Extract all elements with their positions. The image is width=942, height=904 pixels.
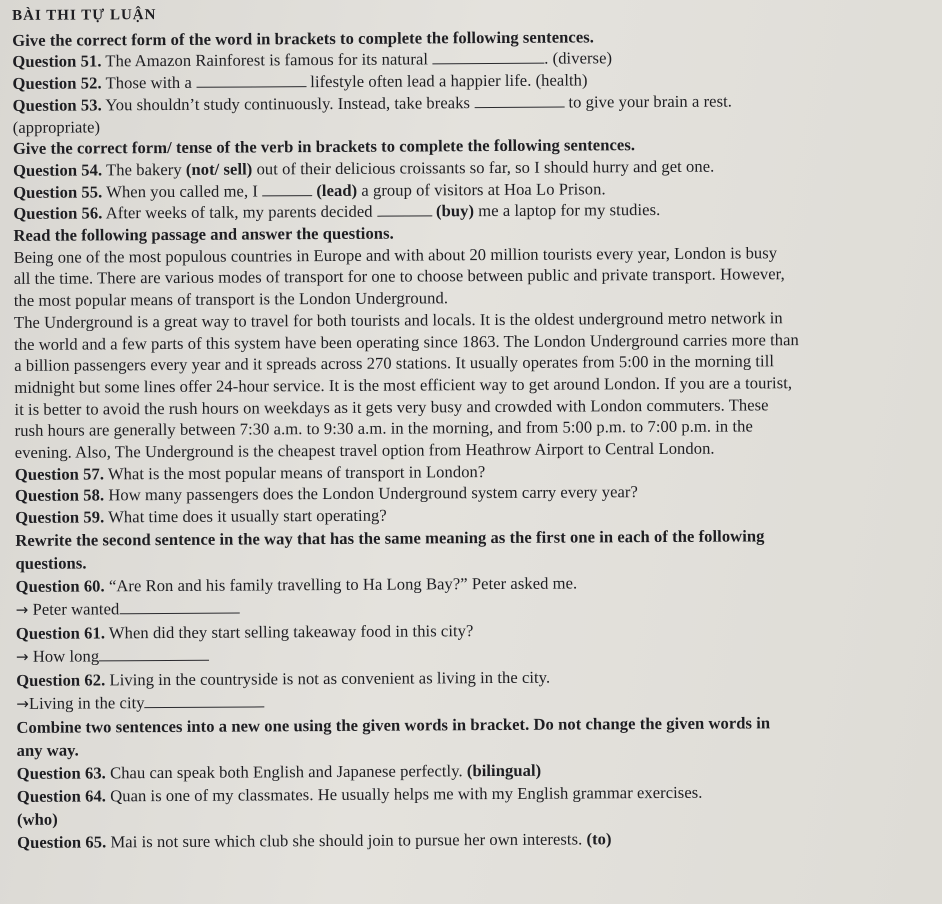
question-text: Chau can speak both English and Japanese perfectly. bbox=[105, 761, 467, 783]
passage-line: it is better to avoid the rush hours on weekdays as it gets very busy and crowded with London commuters. These bbox=[14, 394, 769, 419]
question-label: Question 61. bbox=[15, 623, 106, 643]
part5-instruction-cont: any way. bbox=[16, 740, 79, 760]
question-label: Question 55. bbox=[13, 182, 103, 202]
passage-line: The Underground is a great way to travel for both tourists and locals. It is the oldest underground metro network in bbox=[13, 308, 783, 332]
part5-instruction: Combine two sentences into a new one using the given words in bracket. Do not change the given words in bbox=[16, 713, 771, 737]
question-text: lifestyle often lead a happier life. (health) bbox=[305, 70, 588, 92]
question-label: Question 53. bbox=[12, 95, 102, 115]
passage-line: evening. Also, The Underground is the cheapest travel option from Heathrow Airport to Central London. bbox=[14, 438, 715, 462]
question-text: You shouldn’t study continuously. Instead, take breaks bbox=[101, 92, 475, 115]
question-text: Quan is one of my classmates. He usually helps me with my English grammar exercises. bbox=[105, 782, 703, 806]
part4-instruction-cont: questions. bbox=[15, 553, 87, 573]
part2-instruction: Give the correct form/ tense of the verb in brackets to complete the following sentences. bbox=[12, 135, 636, 159]
arrow-right-icon: → bbox=[15, 600, 29, 619]
question-label: Question 64. bbox=[16, 786, 107, 806]
answer-blank[interactable] bbox=[262, 181, 312, 196]
rewrite-prompt: Peter wanted bbox=[28, 599, 120, 619]
answer-blank[interactable] bbox=[99, 646, 209, 662]
part4-instruction: Rewrite the second sentence in the way that has the same meaning as the first one in each of the following bbox=[15, 526, 765, 550]
question-text: After weeks of talk, my parents decided bbox=[102, 202, 377, 223]
question-label: Question 54. bbox=[12, 160, 103, 180]
question-label: Question 58. bbox=[14, 485, 105, 506]
answer-blank[interactable] bbox=[196, 72, 306, 88]
question-label: Question 51. bbox=[12, 51, 102, 72]
question-text: When did they start selling takeaway food in this city? bbox=[104, 620, 474, 643]
question-text: Those with a bbox=[101, 72, 197, 93]
question-text: a group of visitors at Hoa Lo Prison. bbox=[357, 178, 606, 200]
question-label: Question 63. bbox=[16, 763, 106, 783]
passage-line: rush hours are generally between 7:30 a.m. to 9:30 a.m. in the morning, and from 5:00 p.m. to 7:00 p.m. in the bbox=[14, 416, 753, 441]
question-65 bbox=[17, 825, 933, 854]
question-53-hint: (appropriate) bbox=[12, 116, 101, 137]
answer-blank[interactable] bbox=[119, 598, 239, 614]
verb-hint: (buy) bbox=[435, 201, 475, 221]
question-text: “Are Ron and his family travelling to Ha Long Bay?” Peter asked me. bbox=[104, 573, 578, 596]
question-text: out of their delicious croissants so far, so I should hurry and get one. bbox=[252, 156, 715, 179]
question-label: Question 65. bbox=[17, 832, 107, 852]
part1-instruction: Give the correct form of the word in brackets to complete the following sentences. bbox=[12, 27, 594, 50]
answer-blank[interactable] bbox=[145, 692, 265, 708]
passage-line: midnight but some lines offer 24-hour service. It is the most efficient way to get around London. If you are a tourist, bbox=[14, 373, 793, 397]
question-text: When you called me, I bbox=[102, 181, 263, 202]
question-text: How many passengers does the London Underground system carry every year? bbox=[104, 482, 638, 505]
passage-line: all the time. There are various modes of transport for one to choose between public and private transport. However, bbox=[13, 264, 785, 289]
question-text: What is the most popular means of transport in London? bbox=[103, 461, 486, 484]
passage-line: the world and a few parts of this system have been operating since 1863. The London Underground carries more than bbox=[14, 329, 799, 354]
question-label: Question 57. bbox=[14, 464, 105, 484]
arrow-right-icon: → bbox=[15, 647, 29, 666]
answer-blank[interactable] bbox=[474, 92, 564, 108]
question-label: Question 60. bbox=[15, 576, 105, 596]
given-word: (to) bbox=[586, 829, 612, 849]
question-text: The Amazon Rainforest is famous for its natural bbox=[101, 49, 433, 71]
question-label: Question 62. bbox=[16, 670, 106, 690]
given-word: (who) bbox=[16, 809, 58, 829]
rewrite-prompt: How long bbox=[28, 646, 100, 666]
question-text: What time does it usually start operating? bbox=[104, 505, 387, 527]
question-label: Question 56. bbox=[13, 203, 103, 224]
verb-hint: (lead) bbox=[316, 180, 358, 200]
question-text: . (diverse) bbox=[544, 48, 613, 69]
question-label: Question 59. bbox=[15, 507, 105, 528]
question-text: me a laptop for my studies. bbox=[474, 200, 661, 221]
question-label: Question 52. bbox=[12, 73, 102, 94]
question-text: Mai is not sure which club she should join to pursue her own interests. bbox=[106, 829, 587, 852]
given-word: (bilingual) bbox=[466, 760, 542, 781]
verb-hint: (not/ sell) bbox=[185, 159, 253, 179]
question-text: The bakery bbox=[102, 159, 186, 180]
answer-blank[interactable] bbox=[432, 49, 544, 65]
passage-line: the most popular means of transport is the London Underground. bbox=[13, 288, 449, 311]
question-text: to give your brain a rest. bbox=[564, 91, 732, 112]
answer-blank[interactable] bbox=[377, 202, 432, 217]
part3-instruction: Read the following passage and answer the questions. bbox=[13, 223, 394, 245]
rewrite-prompt: Living in the city bbox=[28, 693, 145, 713]
passage-line: a billion passengers every year and it spreads across 270 stations. It usually operates from 5:00 in the morning till bbox=[14, 351, 775, 376]
question-text: Living in the countryside is not as convenient as living in the city. bbox=[105, 667, 551, 690]
arrow-right-icon: → bbox=[16, 694, 29, 713]
exam-title: BÀI THI TỰ LUẬN bbox=[12, 7, 157, 24]
passage-line: Being one of the most populous countries in Europe and with about 20 million tourists every year, London is busy bbox=[13, 242, 778, 267]
